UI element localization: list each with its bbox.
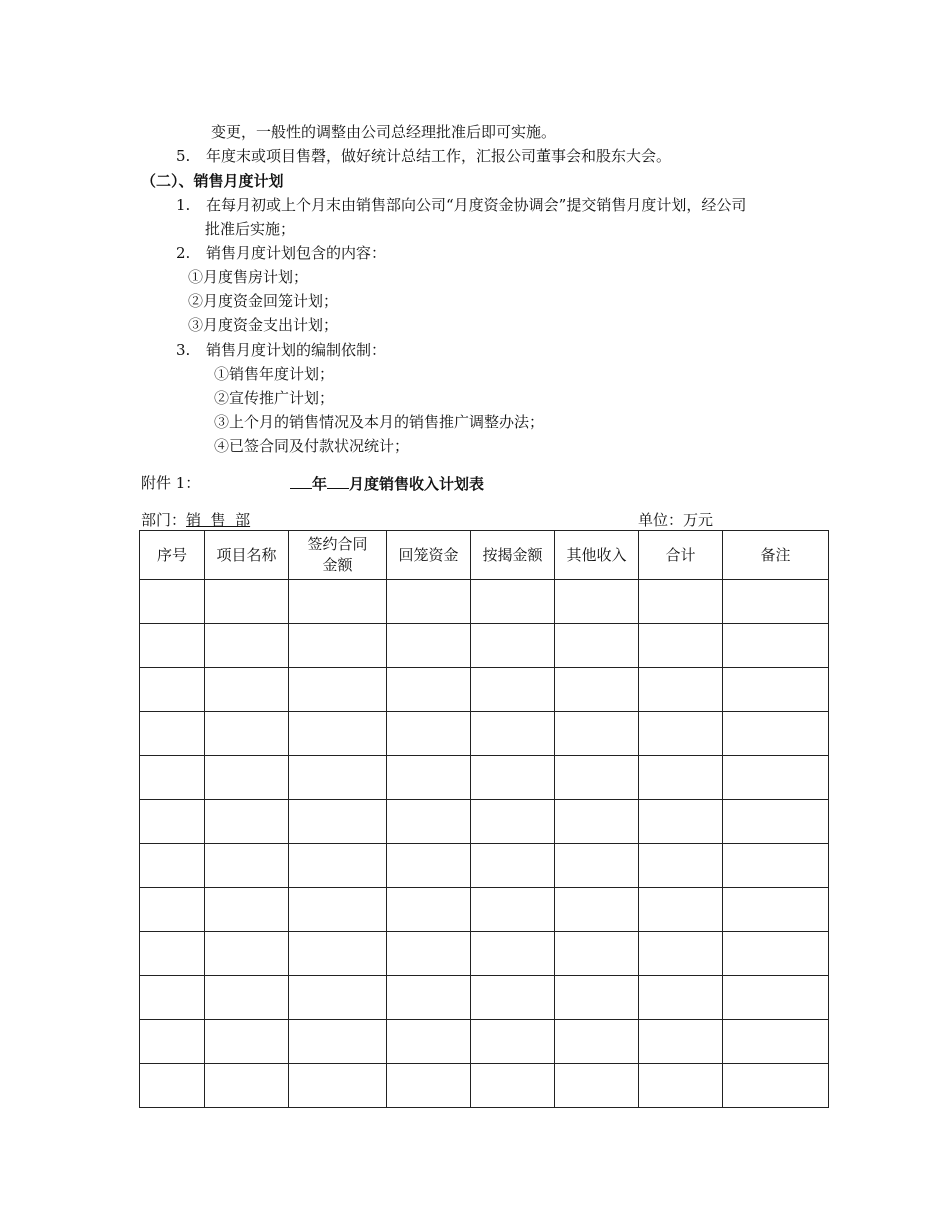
table-cell bbox=[555, 756, 639, 800]
table-cell bbox=[471, 1020, 555, 1064]
table-cell bbox=[387, 844, 471, 888]
table-cell bbox=[723, 668, 829, 712]
table-cell bbox=[639, 976, 723, 1020]
table-cell bbox=[140, 932, 205, 976]
table-cell bbox=[723, 580, 829, 624]
table-cell bbox=[205, 976, 289, 1020]
table-cell bbox=[387, 712, 471, 756]
table-cell bbox=[205, 712, 289, 756]
table-cell bbox=[289, 756, 387, 800]
table-header-row bbox=[140, 531, 829, 580]
table-cell bbox=[723, 1020, 829, 1064]
table-row bbox=[140, 756, 829, 800]
table-cell bbox=[289, 932, 387, 976]
sub-item: ②宣传推广计划； bbox=[214, 389, 335, 407]
table-cell bbox=[205, 800, 289, 844]
table-cell bbox=[555, 888, 639, 932]
sub-item: ③月度资金支出计划； bbox=[188, 316, 339, 334]
col-header-other-income: 其他收入 bbox=[555, 531, 639, 580]
table-cell bbox=[555, 1064, 639, 1108]
table-cell bbox=[205, 624, 289, 668]
table-row bbox=[140, 1064, 829, 1108]
table-cell bbox=[723, 712, 829, 756]
table-cell bbox=[387, 888, 471, 932]
table-cell bbox=[723, 844, 829, 888]
table-cell bbox=[289, 976, 387, 1020]
sub-item: ①月度售房计划； bbox=[188, 268, 309, 286]
table-cell bbox=[289, 668, 387, 712]
table-row bbox=[140, 668, 829, 712]
table-cell bbox=[289, 800, 387, 844]
table-cell bbox=[387, 976, 471, 1020]
col-header-total: 合计 bbox=[639, 531, 723, 580]
table-cell bbox=[639, 800, 723, 844]
table-cell bbox=[205, 668, 289, 712]
monthly-item-3 bbox=[176, 341, 386, 359]
list-number: 3. bbox=[176, 341, 191, 359]
monthly-item-1 bbox=[176, 196, 746, 214]
table-cell bbox=[289, 1064, 387, 1108]
list-text: 年度末或项目售磬，做好统计总结工作，汇报公司董事会和股东大会。 bbox=[206, 147, 672, 165]
body-line-continuation: 变更，一般性的调整由公司总经理批准后即可实施。 bbox=[211, 123, 557, 141]
table-cell bbox=[205, 888, 289, 932]
table-cell bbox=[471, 800, 555, 844]
table-cell bbox=[639, 888, 723, 932]
table-cell bbox=[471, 932, 555, 976]
month-blank bbox=[327, 474, 349, 489]
header-line: 金额 bbox=[322, 556, 353, 574]
department-line bbox=[141, 511, 250, 529]
unit-label: 单位：万元 bbox=[638, 511, 714, 529]
table-cell bbox=[639, 712, 723, 756]
table-title bbox=[290, 474, 484, 493]
department-label: 部门： bbox=[141, 511, 187, 529]
table-cell bbox=[723, 624, 829, 668]
table-row bbox=[140, 1020, 829, 1064]
table-cell bbox=[289, 888, 387, 932]
table-row bbox=[140, 712, 829, 756]
year-blank bbox=[290, 474, 312, 489]
col-header-project: 项目名称 bbox=[205, 531, 289, 580]
table-cell bbox=[140, 756, 205, 800]
table-cell bbox=[140, 1064, 205, 1108]
department-value: 销 售 部 bbox=[186, 511, 251, 529]
table-cell bbox=[639, 1064, 723, 1108]
sub-item: ②月度资金回笼计划； bbox=[188, 292, 339, 310]
table-cell bbox=[555, 1020, 639, 1064]
table-cell bbox=[205, 580, 289, 624]
section-heading: （二）、销售月度计划 bbox=[141, 172, 284, 190]
table-cell bbox=[387, 624, 471, 668]
list-number: 1. bbox=[176, 196, 191, 214]
table-row bbox=[140, 976, 829, 1020]
list-item-5 bbox=[176, 147, 671, 165]
table-cell bbox=[471, 976, 555, 1020]
col-header-mortgage: 按揭金额 bbox=[471, 531, 555, 580]
table-cell bbox=[555, 624, 639, 668]
table-cell bbox=[140, 888, 205, 932]
table-cell bbox=[471, 712, 555, 756]
sub-item: ③上个月的销售情况及本月的销售推广调整办法； bbox=[214, 413, 545, 431]
table-cell bbox=[140, 1020, 205, 1064]
table-cell bbox=[471, 624, 555, 668]
table-cell bbox=[639, 624, 723, 668]
list-text: 销售月度计划的编制依制： bbox=[206, 341, 387, 359]
table-cell bbox=[289, 712, 387, 756]
col-header-notes: 备注 bbox=[723, 531, 829, 580]
table-cell bbox=[639, 844, 723, 888]
title-year: 年 bbox=[312, 475, 328, 493]
table-cell bbox=[289, 844, 387, 888]
table-cell bbox=[639, 580, 723, 624]
list-number: 2. bbox=[176, 244, 191, 262]
table-cell bbox=[723, 1064, 829, 1108]
table-cell bbox=[723, 976, 829, 1020]
table-cell bbox=[555, 844, 639, 888]
monthly-item-1-cont: 批准后实施； bbox=[205, 220, 296, 238]
table-cell bbox=[723, 800, 829, 844]
monthly-item-2 bbox=[176, 244, 386, 262]
table-cell bbox=[140, 624, 205, 668]
table-cell bbox=[205, 932, 289, 976]
table-cell bbox=[205, 1064, 289, 1108]
table-cell bbox=[387, 1064, 471, 1108]
table-cell bbox=[205, 1020, 289, 1064]
table-cell bbox=[639, 1020, 723, 1064]
header-line: 签约合同 bbox=[307, 535, 368, 553]
sub-item: ①销售年度计划； bbox=[214, 365, 335, 383]
table-cell bbox=[723, 756, 829, 800]
table-cell bbox=[471, 1064, 555, 1108]
table-cell bbox=[555, 580, 639, 624]
table-cell bbox=[723, 888, 829, 932]
table-row bbox=[140, 800, 829, 844]
col-header-contract-amount bbox=[289, 531, 387, 580]
table-cell bbox=[140, 712, 205, 756]
col-header-collected: 回笼资金 bbox=[387, 531, 471, 580]
table-cell bbox=[205, 844, 289, 888]
table-cell bbox=[289, 580, 387, 624]
table-cell bbox=[639, 932, 723, 976]
list-number: 5. bbox=[176, 147, 191, 165]
table-row bbox=[140, 580, 829, 624]
table-cell bbox=[471, 756, 555, 800]
table-cell bbox=[555, 932, 639, 976]
table-row bbox=[140, 624, 829, 668]
table-cell bbox=[555, 668, 639, 712]
table-cell bbox=[387, 668, 471, 712]
table-cell bbox=[639, 756, 723, 800]
list-text: 销售月度计划包含的内容： bbox=[206, 244, 387, 262]
table-cell bbox=[387, 1020, 471, 1064]
table-cell bbox=[140, 580, 205, 624]
table-cell bbox=[140, 976, 205, 1020]
table-cell bbox=[289, 1020, 387, 1064]
table-cell bbox=[471, 668, 555, 712]
table-cell bbox=[555, 800, 639, 844]
table-cell bbox=[723, 932, 829, 976]
table-cell bbox=[387, 932, 471, 976]
table-cell bbox=[140, 668, 205, 712]
table-cell bbox=[471, 580, 555, 624]
title-rest: 月度销售收入计划表 bbox=[349, 475, 485, 493]
table-row bbox=[140, 888, 829, 932]
col-header-index: 序号 bbox=[140, 531, 205, 580]
table-cell bbox=[289, 624, 387, 668]
table-cell bbox=[387, 756, 471, 800]
table-row bbox=[140, 932, 829, 976]
table-cell bbox=[471, 888, 555, 932]
table-cell bbox=[471, 844, 555, 888]
table-cell bbox=[555, 976, 639, 1020]
table-cell bbox=[639, 668, 723, 712]
table-cell bbox=[387, 580, 471, 624]
sub-item: ④已签合同及付款状况统计； bbox=[214, 437, 410, 455]
sales-plan-table bbox=[139, 530, 829, 1108]
table-cell bbox=[555, 712, 639, 756]
attachment-label: 附件 1： bbox=[141, 474, 201, 492]
list-text: 在每月初或上个月末由销售部向公司“月度资金协调会”提交销售月度计划，经公司 bbox=[206, 196, 747, 214]
table-row bbox=[140, 844, 829, 888]
table-cell bbox=[140, 844, 205, 888]
table-cell bbox=[205, 756, 289, 800]
table-cell bbox=[140, 800, 205, 844]
table-cell bbox=[387, 800, 471, 844]
